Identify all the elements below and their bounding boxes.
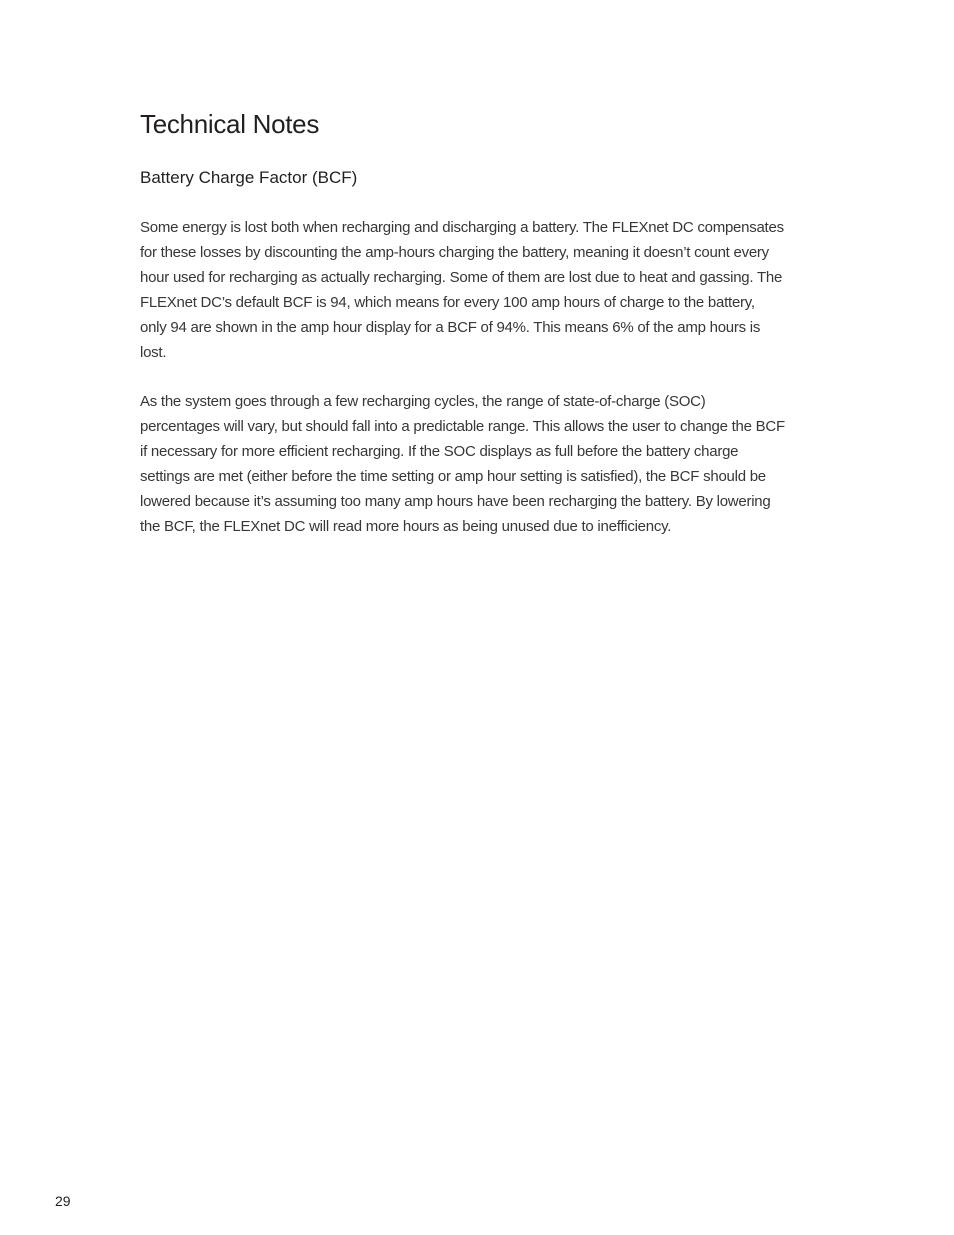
paragraph-bcf-adjustment: As the system goes through a few recharging cycles, the range of state-of-charge (SOC) percentages will vary, but should fall into a predictable range. This allows the user to change the BCF if necessary for more efficient recharging. If the SOC displays as full before the battery charge settings are met (either before the time setting or amp hour setting is satisfied), the BCF should be lowered because it’s assuming too many amp hours have been recharging the battery. By lowering the BCF, the FLEXnet DC will read more hours as being unused due to inefficiency.	[140, 393, 785, 535]
page-title: Technical Notes	[140, 109, 320, 139]
paragraph-bcf-intro: Some energy is lost both when recharging and discharging a battery. The FLEXnet DC compensates for these losses by discounting the amp-hours charging the battery, meaning it doesn’t count every hour used for recharging as actually recharging. Some of them are lost due to heat and gassing. The FLEXnet DC’s default BCF is 94, which means for every 100 amp hours of charge to the battery, only 94 are shown in the amp hour display for a BCF of 94%. This means 6% of the amp hours is lost.	[140, 219, 784, 361]
page-content	[140, 108, 785, 535]
page-number: 29	[55, 1193, 71, 1209]
section-heading: Battery Charge Factor (BCF)	[140, 168, 358, 187]
